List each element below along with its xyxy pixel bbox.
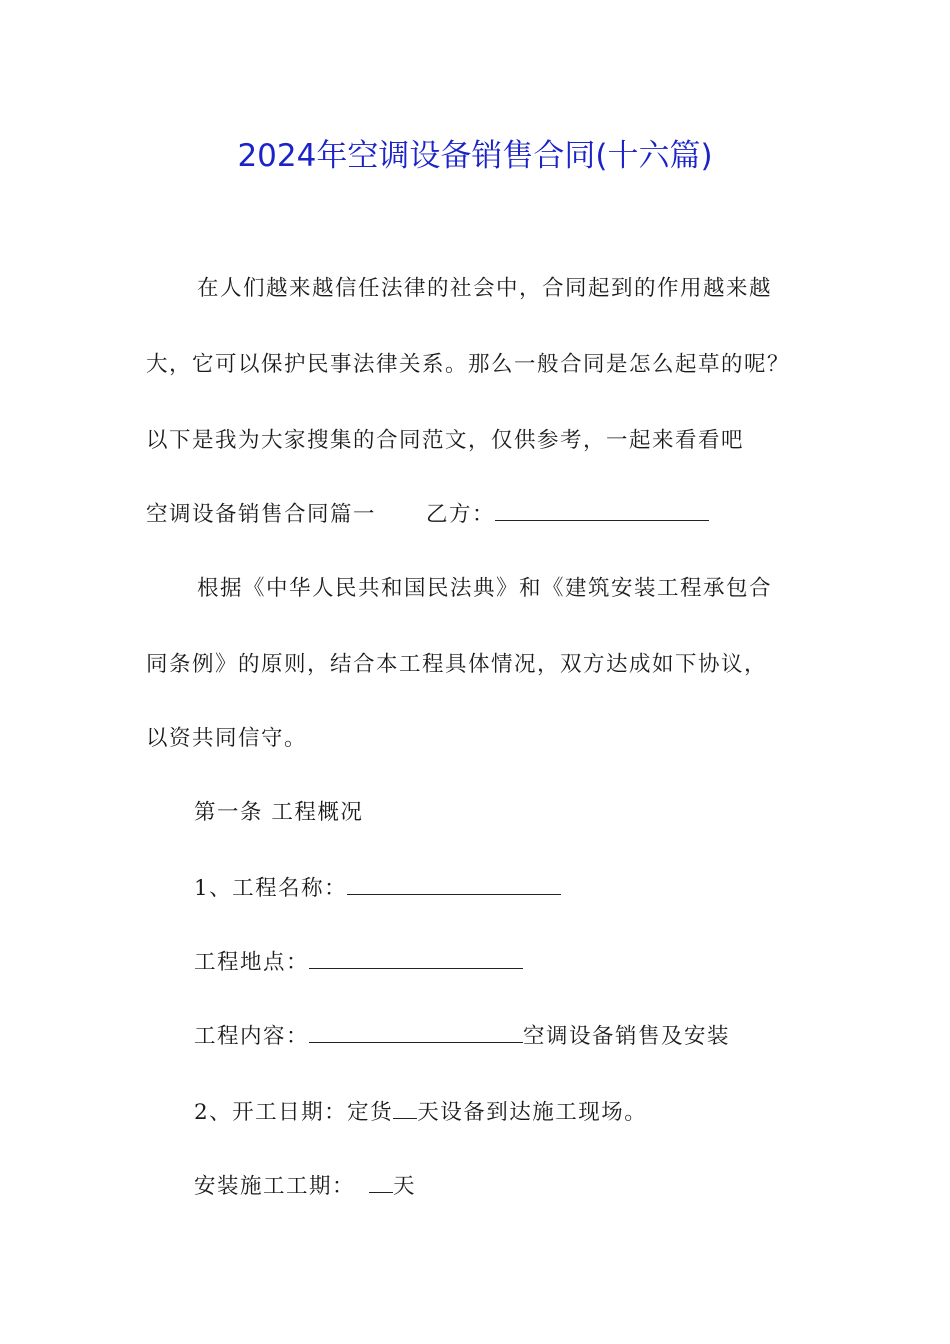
project-site-row — [194, 945, 523, 976]
start-date-suffix: 天设备到达施工现场。 — [417, 1100, 648, 1125]
basis-line-3: 以资共同信守。 — [146, 726, 308, 751]
project-content-blank — [309, 1022, 523, 1043]
project-site-blank — [309, 948, 523, 969]
document-title: 2024年空调设备销售合同(十六篇) — [237, 138, 713, 174]
basis-line-2: 同条例》的原则，结合本工程具体情况，双方达成如下协议， — [146, 652, 768, 677]
project-name-blank — [347, 874, 561, 895]
install-period-row — [194, 1169, 416, 1200]
article1-heading: 第一条 工程概况 — [194, 800, 364, 825]
install-period-label: 安装施工工期： — [194, 1174, 356, 1199]
project-content-label: 工程内容： — [194, 1024, 310, 1049]
intro-line-2: 大，它可以保护民事法律关系。那么一般合同是怎么起草的呢？ — [146, 352, 791, 377]
party-b-blank — [495, 500, 709, 521]
basis-line-1: 根据《中华人民共和国民法典》和《建筑安装工程承包合 — [197, 576, 773, 601]
start-date-row — [194, 1095, 647, 1126]
install-period-unit: 天 — [393, 1174, 417, 1199]
party-b-label: 乙方： — [426, 502, 496, 527]
project-content-row — [194, 1019, 730, 1050]
project-name-label: 1、工程名称： — [194, 876, 348, 901]
section-heading-row — [146, 497, 709, 528]
project-site-label: 工程地点： — [194, 950, 310, 975]
start-date-blank — [393, 1098, 417, 1119]
intro-line-1: 在人们越来越信任法律的社会中，合同起到的作用越来越 — [197, 276, 773, 301]
section-heading: 空调设备销售合同篇一 — [146, 502, 377, 527]
install-period-blank — [369, 1172, 393, 1193]
project-content-suffix: 空调设备销售及安装 — [523, 1024, 731, 1049]
intro-line-3: 以下是我为大家搜集的合同范文，仅供参考，一起来看看吧 — [146, 428, 745, 453]
project-name-row — [194, 871, 561, 902]
start-date-prefix: 2、开工日期：定货 — [194, 1100, 394, 1125]
